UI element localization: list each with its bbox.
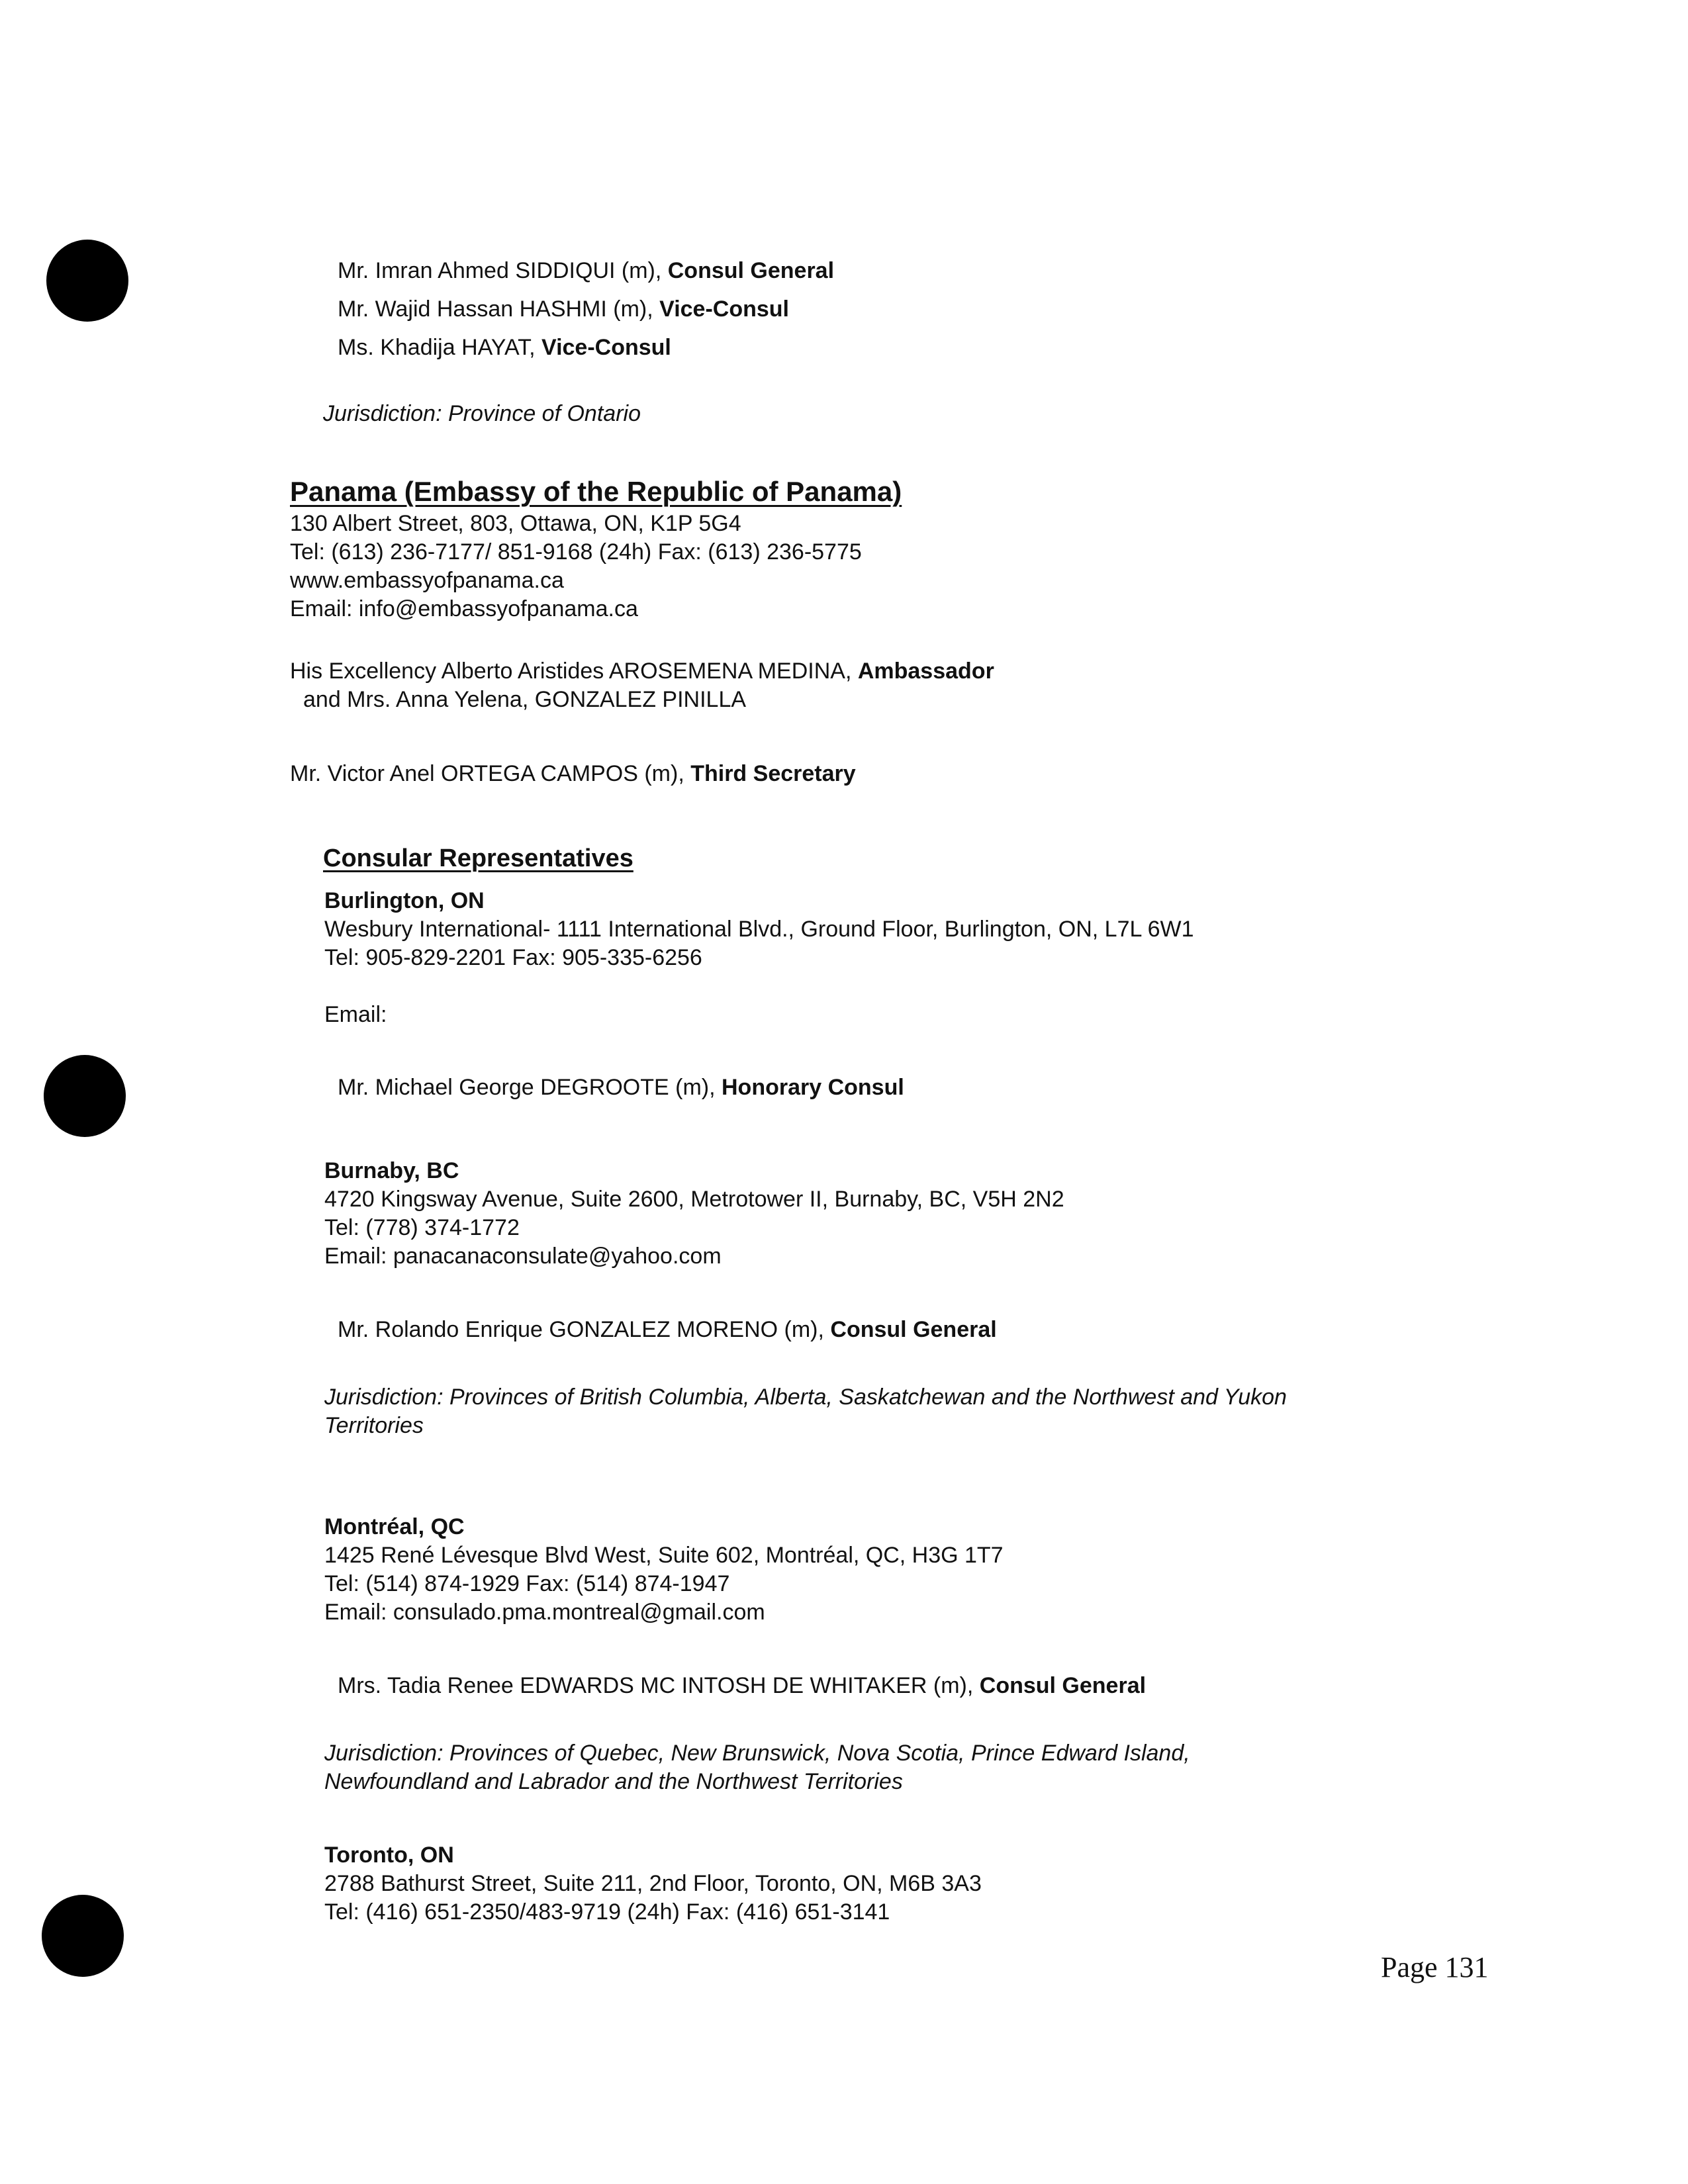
consul-title: Consul General <box>830 1317 997 1342</box>
punch-hole-middle <box>44 1055 126 1137</box>
consulate-tel: Tel: (778) 374-1772 <box>324 1215 520 1240</box>
punch-hole-top <box>46 240 128 322</box>
consul-name: Mr. Michael George DEGROOTE (m), <box>338 1075 722 1100</box>
jurisdiction-text: Jurisdiction: Provinces of Quebec, New Brunswick, Nova Scotia, Prince Edward Island, <box>324 1741 1190 1766</box>
embassy-email: Email: info@embassyofpanama.ca <box>290 596 638 621</box>
consular-heading: Consular Representatives <box>323 844 633 872</box>
jurisdiction-text: Jurisdiction: Province of Ontario <box>323 401 641 426</box>
secretary-line <box>290 760 856 788</box>
consulate-city: Toronto, ON <box>324 1843 454 1868</box>
staff-line <box>338 257 834 285</box>
staff-line <box>338 334 671 361</box>
ambassador-title: Ambassador <box>857 659 994 684</box>
secretary-name: Mr. Victor Anel ORTEGA CAMPOS (m), <box>290 761 691 786</box>
consul-name: Mrs. Tadia Renee EDWARDS MC INTOSH DE WHITAKER (m), <box>338 1673 980 1698</box>
embassy-website: www.embassyofpanama.ca <box>290 568 564 593</box>
consulate-tel: Tel: 905-829-2201 Fax: 905-335-6256 <box>324 945 702 970</box>
consulate-city: Burnaby, BC <box>324 1158 459 1183</box>
consul-line <box>338 1316 997 1343</box>
consul-title: Honorary Consul <box>722 1075 904 1100</box>
consulate-tel: Tel: (514) 874-1929 Fax: (514) 874-1947 <box>324 1571 730 1596</box>
consulate-city: Montréal, QC <box>324 1514 465 1539</box>
jurisdiction-text: Jurisdiction: Provinces of British Columbia, Alberta, Saskatchewan and the Northwest and Yukon <box>324 1385 1287 1410</box>
consul-name: Mr. Rolando Enrique GONZALEZ MORENO (m), <box>338 1317 831 1342</box>
consulate-email: Email: <box>324 1002 387 1027</box>
staff-line <box>338 295 789 323</box>
ambassador-name: His Excellency Alberto Aristides AROSEMENA MEDINA, <box>290 659 858 684</box>
consulate-address: 1425 René Lévesque Blvd West, Suite 602, Montréal, QC, H3G 1T7 <box>324 1543 1004 1568</box>
staff-title: Consul General <box>667 258 835 283</box>
ambassador-spouse: and Mrs. Anna Yelena, GONZALEZ PINILLA <box>303 687 747 712</box>
consulate-email: Email: consulado.pma.montreal@gmail.com <box>324 1600 765 1625</box>
staff-name: Mr. Wajid Hassan HASHMI (m), <box>338 296 660 322</box>
staff-name: Ms. Khadija HAYAT, <box>338 335 541 360</box>
staff-title: Vice-Consul <box>659 296 790 322</box>
consulate-address: 4720 Kingsway Avenue, Suite 2600, Metrotower II, Burnaby, BC, V5H 2N2 <box>324 1187 1064 1212</box>
staff-name: Mr. Imran Ahmed SIDDIQUI (m), <box>338 258 668 283</box>
consul-line <box>338 1672 1146 1700</box>
embassy-heading: Panama (Embassy of the Republic of Panama) <box>290 476 902 507</box>
consulate-tel: Tel: (416) 651-2350/483-9719 (24h) Fax: (416) 651-3141 <box>324 1899 890 1925</box>
consulate-city: Burlington, ON <box>324 888 485 913</box>
punch-hole-bottom <box>42 1895 124 1977</box>
ambassador-line <box>290 657 994 685</box>
secretary-title: Third Secretary <box>690 761 856 786</box>
embassy-address: 130 Albert Street, 803, Ottawa, ON, K1P 5G4 <box>290 511 741 536</box>
jurisdiction-text: Territories <box>324 1413 424 1438</box>
jurisdiction-text: Newfoundland and Labrador and the Northwest Territories <box>324 1769 903 1794</box>
embassy-tel: Tel: (613) 236-7177/ 851-9168 (24h) Fax: (613) 236-5775 <box>290 539 862 565</box>
consul-title: Consul General <box>979 1673 1147 1698</box>
consulate-address: 2788 Bathurst Street, Suite 211, 2nd Floor, Toronto, ON, M6B 3A3 <box>324 1871 982 1896</box>
staff-title: Vice-Consul <box>541 335 671 360</box>
consul-line <box>338 1073 904 1101</box>
consulate-email: Email: panacanaconsulate@yahoo.com <box>324 1244 722 1269</box>
page-number: Page 131 <box>1381 1951 1489 1983</box>
consulate-address: Wesbury International- 1111 International Blvd., Ground Floor, Burlington, ON, L7L 6W1 <box>324 917 1194 942</box>
